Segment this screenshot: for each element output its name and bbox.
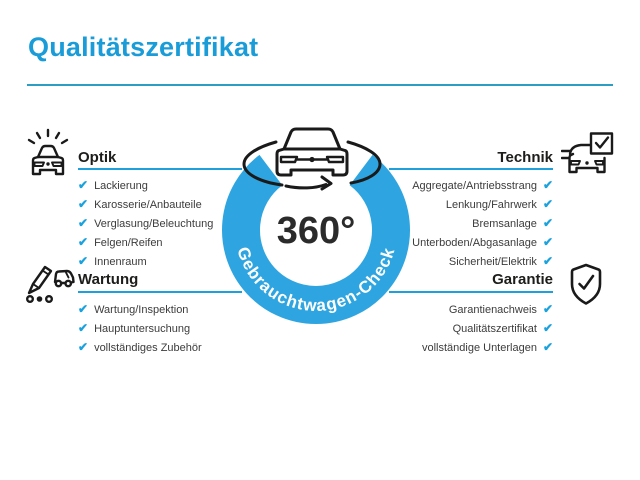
item-label: Aggregate/Antriebsstrang bbox=[412, 180, 537, 192]
check-icon: ✔ bbox=[78, 235, 89, 249]
checklist-item bbox=[78, 176, 213, 195]
checklist-item bbox=[412, 195, 553, 214]
check-icon: ✔ bbox=[542, 321, 553, 335]
check-icon: ✔ bbox=[542, 302, 553, 316]
check-icon: ✔ bbox=[78, 216, 89, 230]
section-title-technik: Technik bbox=[497, 149, 553, 166]
car-checkbox-icon bbox=[561, 132, 615, 180]
title-divider bbox=[27, 84, 613, 86]
checklist-item bbox=[412, 233, 553, 252]
check-icon: ✔ bbox=[542, 216, 553, 230]
item-label: Verglasung/Beleuchtung bbox=[94, 218, 214, 230]
item-label: Felgen/Reifen bbox=[94, 237, 163, 249]
checklist-wartung bbox=[78, 300, 202, 357]
checklist-item bbox=[422, 319, 553, 338]
item-label: Sicherheit/Elektrik bbox=[448, 256, 537, 268]
check-icon: ✔ bbox=[542, 178, 553, 192]
shield-check-icon bbox=[566, 262, 606, 310]
check-icon: ✔ bbox=[542, 197, 553, 211]
item-label: vollständige Unterlagen bbox=[421, 342, 537, 354]
360-check-badge bbox=[216, 118, 416, 328]
check-icon: ✔ bbox=[78, 178, 89, 192]
check-icon: ✔ bbox=[78, 321, 89, 335]
pencil-car-checklist-icon bbox=[24, 262, 76, 304]
item-label: Innenraum bbox=[94, 256, 147, 268]
item-label: Hauptuntersuchung bbox=[94, 323, 191, 335]
item-label: Garantienachweis bbox=[448, 304, 537, 316]
checklist-item bbox=[412, 176, 553, 195]
checklist-garantie bbox=[422, 300, 553, 357]
section-title-wartung: Wartung bbox=[78, 271, 139, 288]
check-icon: ✔ bbox=[542, 254, 553, 268]
car-360-icon bbox=[244, 129, 380, 189]
checklist-item bbox=[78, 214, 213, 233]
checklist-item bbox=[422, 338, 553, 357]
check-icon: ✔ bbox=[78, 197, 89, 211]
degree-label: 360° bbox=[276, 210, 356, 252]
item-label: vollständiges Zubehör bbox=[94, 342, 202, 354]
section-underline-wartung bbox=[78, 291, 242, 293]
checklist-technik bbox=[412, 176, 553, 271]
item-label: Lackierung bbox=[94, 180, 148, 192]
section-title-garantie: Garantie bbox=[492, 271, 553, 288]
shining-car-icon bbox=[24, 127, 72, 179]
checklist-item bbox=[78, 233, 213, 252]
item-label: Lenkung/Fahrwerk bbox=[445, 199, 537, 211]
checklist-item bbox=[78, 338, 202, 357]
section-underline-garantie bbox=[389, 291, 553, 293]
checklist-item bbox=[422, 300, 553, 319]
section-title-optik: Optik bbox=[78, 149, 117, 166]
checklist-item bbox=[78, 252, 213, 271]
item-label: Bremsanlage bbox=[472, 218, 537, 230]
ring-label: Gebrauchtwagen-Check bbox=[233, 244, 399, 316]
check-icon: ✔ bbox=[542, 340, 553, 354]
checklist-item bbox=[78, 195, 213, 214]
check-icon: ✔ bbox=[78, 254, 89, 268]
checklist-item bbox=[412, 214, 553, 233]
check-icon: ✔ bbox=[542, 235, 553, 249]
item-label: Qualitätszertifikat bbox=[452, 323, 537, 335]
checklist-optik bbox=[78, 176, 213, 271]
item-label: Karosserie/Anbauteile bbox=[94, 199, 202, 211]
section-underline-technik bbox=[389, 168, 553, 170]
page-title: Qualitätszertifikat bbox=[28, 32, 259, 62]
item-label: Unterboden/Abgasanlage bbox=[412, 237, 537, 249]
checklist-item bbox=[412, 252, 553, 271]
checklist-item bbox=[78, 300, 202, 319]
checklist-item bbox=[78, 319, 202, 338]
item-label: Wartung/Inspektion bbox=[94, 304, 189, 316]
check-icon: ✔ bbox=[78, 340, 89, 354]
check-icon: ✔ bbox=[78, 302, 89, 316]
section-underline-optik bbox=[78, 168, 242, 170]
